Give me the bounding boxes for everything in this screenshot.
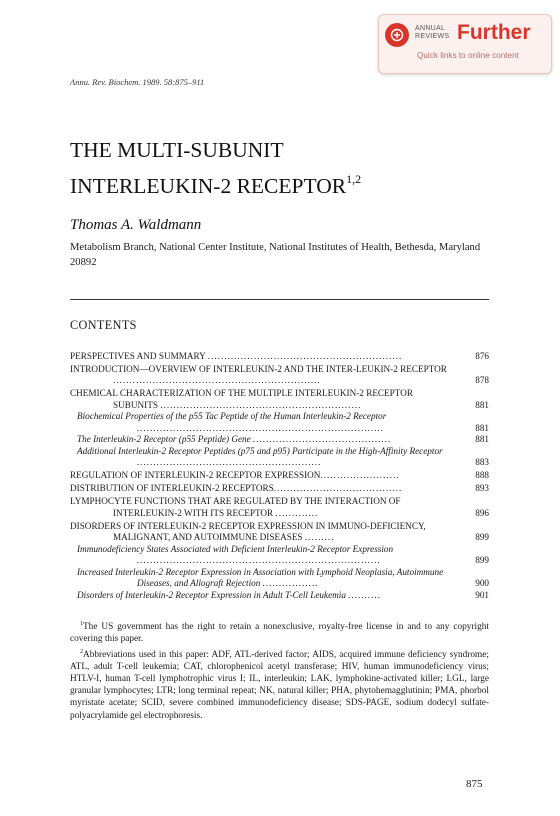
toc-dot-leader: ............................................................... bbox=[113, 375, 321, 385]
annual-reviews-label: ANNUAL REVIEWS bbox=[415, 25, 450, 40]
toc-entry-line bbox=[70, 567, 451, 590]
toc-page-number: 888 bbox=[475, 470, 489, 480]
toc-entry[interactable] bbox=[70, 411, 489, 434]
toc-dot-leader: .......... bbox=[348, 589, 382, 600]
toc-entry-title: Additional Interleukin-2 Receptor Peptides (p75 and p95) Participate in the High-Affinity Receptor bbox=[77, 445, 443, 456]
toc-entry-title: PERSPECTIVES AND SUMMARY bbox=[70, 350, 208, 361]
toc-entry-title: Immunodeficiency States Associated with Deficient Interleukin-2 Receptor Expression bbox=[77, 543, 394, 554]
toc-entry[interactable] bbox=[70, 351, 489, 363]
toc-page-number: 878 bbox=[475, 375, 489, 385]
toc-dot-leader: ................. bbox=[262, 578, 319, 588]
toc-entry[interactable] bbox=[70, 590, 489, 602]
toc-dot-leader: ............. bbox=[275, 507, 319, 518]
author-name: Thomas A. Waldmann bbox=[70, 217, 202, 233]
toc-page-number: 899 bbox=[475, 532, 489, 542]
toc-entry-line bbox=[70, 364, 451, 387]
toc-entry[interactable] bbox=[70, 496, 489, 519]
toc-entry-title: CHEMICAL CHARACTERIZATION OF THE MULTIPLE INTERLEUKIN-2 RECEPTOR SUBUNITS bbox=[70, 388, 413, 410]
page-number: 875 bbox=[466, 778, 483, 790]
toc-dot-leader: ........................................................ bbox=[137, 457, 322, 467]
toc-entry[interactable] bbox=[70, 483, 489, 495]
toc-entry[interactable] bbox=[70, 446, 489, 469]
further-banner[interactable] bbox=[378, 14, 552, 74]
toc-entry-title: Disorders of Interleukin-2 Receptor Expression in Adult T-Cell Leukemia bbox=[77, 589, 349, 600]
toc-page-number: 881 bbox=[475, 399, 489, 410]
footnote-2: $^2$Abbreviations used in this paper: ADF, ATL-derived factor; AIDS, acquired immune deficiency syndrome; ATL, adult T-cell leukemia; CAT, chlorophenicol acetyl transferase; HIV, human immunodeficiency virus; HTLV-I, human T-cell lymphotrophic virus I; IL, interleukin; LAK, lymphokine-activated killer; LGL, large granular lymphocytes; LTR; long terminal repeat; NK, natural killer; PHA, phytohemagglutinin; PMA, phorbol myristate acetate; SCID, severe combined immunodeficiency disease; SDS-PAGE, sodium dodecyl sulfate-polyacrylamide gel electrophoresis. bbox=[70, 648, 489, 721]
toc-entry-line bbox=[70, 521, 451, 544]
toc-entry-title: Biochemical Properties of the p55 Tac Peptide of the Human Interleukin-2 Receptor bbox=[77, 411, 387, 421]
toc-dot-leader: ........................................................................... bbox=[137, 422, 385, 433]
toc-entry[interactable] bbox=[70, 434, 489, 446]
toc-entry[interactable] bbox=[70, 521, 489, 544]
contents-heading: CONTENTS bbox=[70, 318, 137, 332]
toc-entry-title: REGULATION OF INTERLEUKIN-2 RECEPTOR EXPRESSION bbox=[70, 470, 321, 480]
toc-page-number: 876 bbox=[475, 350, 489, 361]
toc-page-number: 893 bbox=[475, 483, 489, 493]
table-of-contents bbox=[70, 349, 489, 601]
toc-page-number: 896 bbox=[475, 507, 489, 518]
toc-page-number: 900 bbox=[475, 578, 489, 588]
toc-entry-line bbox=[70, 388, 451, 411]
toc-dot-leader: ............................................................. bbox=[160, 399, 362, 410]
quick-links-link[interactable]: Quick links to online content bbox=[417, 51, 519, 60]
toc-entry[interactable] bbox=[70, 388, 489, 411]
footnote-1: $^1$The US government has the right to retain a nonexclusive, royalty-free license in and to any copyright covering this paper. bbox=[70, 621, 489, 645]
toc-entry-line bbox=[70, 434, 451, 446]
toc-entry-title: DISTRIBUTION OF INTERLEUKIN-2 RECEPTORS bbox=[70, 483, 274, 493]
toc-dot-leader: .......................................................................... bbox=[137, 555, 381, 565]
toc-page-number: 899 bbox=[475, 555, 489, 565]
toc-dot-leader: ........................................................... bbox=[207, 350, 403, 361]
toc-dot-leader: .......................................... bbox=[253, 434, 392, 444]
toc-dot-leader: ........................ bbox=[320, 470, 400, 480]
toc-dot-leader: ......... bbox=[304, 532, 335, 542]
toc-entry[interactable] bbox=[70, 470, 489, 482]
article-title: THE MULTI-SUBUNIT INTERLEUKIN-2 RECEPTOR$^{1,2}$ bbox=[70, 138, 362, 198]
toc-entry[interactable] bbox=[70, 364, 489, 387]
toc-entry-line bbox=[70, 411, 451, 434]
toc-entry-line bbox=[70, 544, 451, 567]
toc-page-number: 881 bbox=[475, 434, 489, 444]
toc-entry[interactable] bbox=[70, 567, 489, 590]
toc-entry-line bbox=[70, 590, 451, 602]
toc-entry-title: INTRODUCTION—OVERVIEW OF INTERLEUKIN-2 AND THE INTER-LEUKIN-2 RECEPTOR bbox=[70, 363, 447, 374]
toc-entry-line bbox=[70, 470, 451, 482]
author-affiliation: Metabolism Branch, National Center Institute, National Institutes of Health, Bethesda, Maryland 20892 bbox=[70, 242, 481, 268]
journal-reference: Annu. Rev. Biochem. 1989. 58:875–911 bbox=[70, 77, 205, 87]
toc-entry-line bbox=[70, 446, 451, 469]
toc-page-number: 883 bbox=[475, 457, 489, 467]
section-divider bbox=[70, 299, 489, 300]
toc-entry-title: Increased Interleukin-2 Receptor Expression in Association with Lymphoid Neoplasia, Autoimmune Diseases, and Allograft Rejection bbox=[77, 566, 444, 588]
toc-entry-line bbox=[70, 496, 451, 519]
toc-entry[interactable] bbox=[70, 544, 489, 567]
further-label: Further bbox=[457, 21, 531, 44]
toc-entry-title: The Interleukin-2 Receptor (p55 Peptide) Gene bbox=[77, 434, 254, 444]
toc-dot-leader: ....................................... bbox=[273, 483, 403, 493]
footnotes bbox=[70, 618, 489, 722]
toc-page-number: 881 bbox=[475, 422, 489, 433]
toc-entry-title: DISORDERS OF INTERLEUKIN-2 RECEPTOR EXPRESSION IN IMMUNO-DEFICIENCY, MALIGNANT, AND AUTOIMMUNE DISEASES bbox=[70, 520, 426, 542]
toc-page-number: 901 bbox=[475, 589, 489, 600]
toc-entry-line bbox=[70, 483, 451, 495]
toc-entry-line bbox=[70, 351, 451, 363]
toc-entry-title: LYMPHOCYTE FUNCTIONS THAT ARE REGULATED BY THE INTERACTION OF INTERLEUKIN-2 WITH ITS RECEPTOR bbox=[70, 496, 401, 518]
annual-reviews-logo-icon bbox=[385, 23, 409, 47]
